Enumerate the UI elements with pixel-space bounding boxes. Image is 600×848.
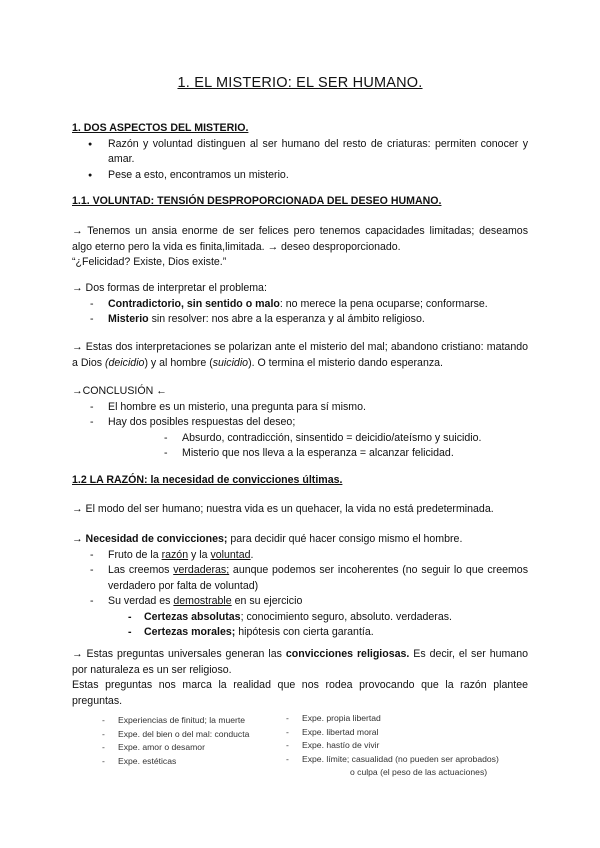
underlined: verdaderas; <box>173 564 230 576</box>
bold-text: convicciones religiosas. <box>285 648 410 660</box>
text: Fruto de la <box>108 548 162 561</box>
conclusion-list <box>72 400 528 431</box>
s11-paragraph-1 <box>72 224 528 271</box>
item-text: sin resolver: nos abre a la esperanza y al ámbito religioso. <box>148 313 425 325</box>
section-1-heading: 1. DOS ASPECTOS DEL MISTERIO. <box>72 122 249 134</box>
list-item: ● Razón y voluntad distinguen al ser humano del resto de criaturas: permiten conocer y amar. <box>72 137 528 168</box>
item-text: ; conocimiento seguro, absoluto. verdaderas. <box>240 610 452 623</box>
s12-paragraph-1 <box>72 502 528 518</box>
emphasis: suicidio <box>212 356 249 369</box>
s11-paragraph-2 <box>72 281 528 328</box>
section-1-2 <box>72 473 528 489</box>
conclusion-block <box>72 384 528 462</box>
text: ). O termina el misterio dando esperanza. <box>248 356 443 369</box>
list-item: - Expe. hastío de vivir <box>286 739 526 753</box>
list-item <box>72 594 528 610</box>
certainty-sublist <box>72 610 528 641</box>
section-1-bullets <box>72 137 528 184</box>
handwritten-notes-right <box>286 712 526 780</box>
item-text: hipótesis con cierta garantía. <box>235 626 374 638</box>
s12-paragraph-3 <box>72 647 528 678</box>
underlined: razón <box>161 548 189 561</box>
page-title: 1. EL MISTERIO: EL SER HUMANO. <box>177 75 423 91</box>
s12-paragraph-2 <box>72 532 528 641</box>
list-item: - Absurdo, contradicción, sinsentido = deicidio/ateísmo y suicidio. <box>72 431 528 447</box>
list-item: ● Pese a esto, encontramos un misterio. <box>72 168 528 184</box>
list-item <box>72 312 528 328</box>
section-1-1 <box>72 194 528 210</box>
list-item: - El hombre es un misterio, una pregunta para sí mismo. <box>72 400 528 416</box>
text: para decidir qué hacer consigo mismo el hombre. <box>227 533 463 545</box>
text: → Estas preguntas universales generan las <box>72 648 286 660</box>
text: . <box>250 548 254 561</box>
text: Las creemos <box>108 564 174 576</box>
list-item: - Misterio que nos lleva a la esperanza = alcanzar felicidad. <box>72 446 528 462</box>
text: ) y al hombre ( <box>144 356 213 369</box>
list-item <box>72 625 528 641</box>
list-item <box>72 297 528 313</box>
item-bold: Misterio <box>108 313 149 325</box>
paragraph <box>72 532 528 548</box>
list-item: - Expe. límite; casualidad (no pueden ser aprobados) <box>286 753 526 767</box>
s11-paragraph-3 <box>72 340 528 371</box>
paragraph: → El modo del ser humano; nuestra vida es un quehacer, la vida no está predeterminada. <box>72 503 494 515</box>
underlined: demostrable <box>173 595 232 607</box>
section-1-2-heading: 1.2 LA RAZÓN: la necesidad de convicciones últimas. <box>72 474 343 486</box>
list-item: - Expe. del bien o del mal: conducta <box>102 728 282 742</box>
item-text: : no merece la pena ocuparse; conformarse. <box>279 297 488 310</box>
quote: “¿Felicidad? Existe, Dios existe.” <box>72 256 227 268</box>
item-bold: Certezas morales; <box>144 626 236 638</box>
conclusion-label: →CONCLUSIÓN ← <box>72 385 167 397</box>
text: y la <box>188 548 211 561</box>
list-item: - Expe. estéticas <box>102 755 282 769</box>
text: en su ejercicio <box>231 595 303 607</box>
section-1-1-heading: 1.1. VOLUNTAD: TENSIÓN DESPROPORCIONADA DEL DESEO HUMANO. <box>72 195 442 207</box>
emphasis: (deicidio <box>104 356 145 369</box>
paragraph: → Tenemos un ansia enorme de ser felices pero tenemos capacidades limitadas; deseamos algo eterno pero la vida es finita,limitada. → deseo desproporcionado. <box>72 225 528 253</box>
underlined: voluntad <box>210 548 251 561</box>
item-bold: Contradictorio, sin sentido o malo <box>108 297 280 310</box>
text: → Estas dos interpretaciones se polarizan ante el misterio del mal; abandono cristiano: matando a Dios <box>72 341 528 369</box>
list-item <box>72 610 528 626</box>
list-item: - Expe. propia libertad <box>286 712 526 726</box>
bold-text: → Necesidad de convicciones; <box>72 533 228 545</box>
paragraph: Estas preguntas nos marca la realidad que nos rodea provocando que la razón plantee preguntas. <box>72 679 528 707</box>
paragraph: → Dos formas de interpretar el problema: <box>72 282 267 294</box>
list-item: - Expe. libertad moral <box>286 726 526 740</box>
item-bold: Certezas absolutas <box>144 610 241 623</box>
text: aunque podemos ser incoherentes (no seguir lo que creemos verdadero por falta de voluntad) <box>108 564 528 592</box>
list-item-continuation: o culpa (el peso de las actuaciones) <box>350 767 488 777</box>
text: Su verdad es <box>108 595 174 607</box>
list-item <box>72 548 528 564</box>
interpretations-list <box>72 297 528 328</box>
section-1 <box>72 121 528 183</box>
convictions-list <box>72 548 528 610</box>
handwritten-notes-left <box>102 714 282 768</box>
list-item: - Experiencias de finitud; la muerte <box>102 714 282 728</box>
list-item: - Hay dos posibles respuestas del deseo; <box>72 415 528 431</box>
conclusion-sublist <box>72 431 528 462</box>
list-item: - Expe. amor o desamor <box>102 741 282 755</box>
text: Es decir, el ser humano por naturaleza es un ser religioso. <box>72 648 528 676</box>
list-item <box>72 563 528 594</box>
s12-paragraph-4 <box>72 678 528 709</box>
